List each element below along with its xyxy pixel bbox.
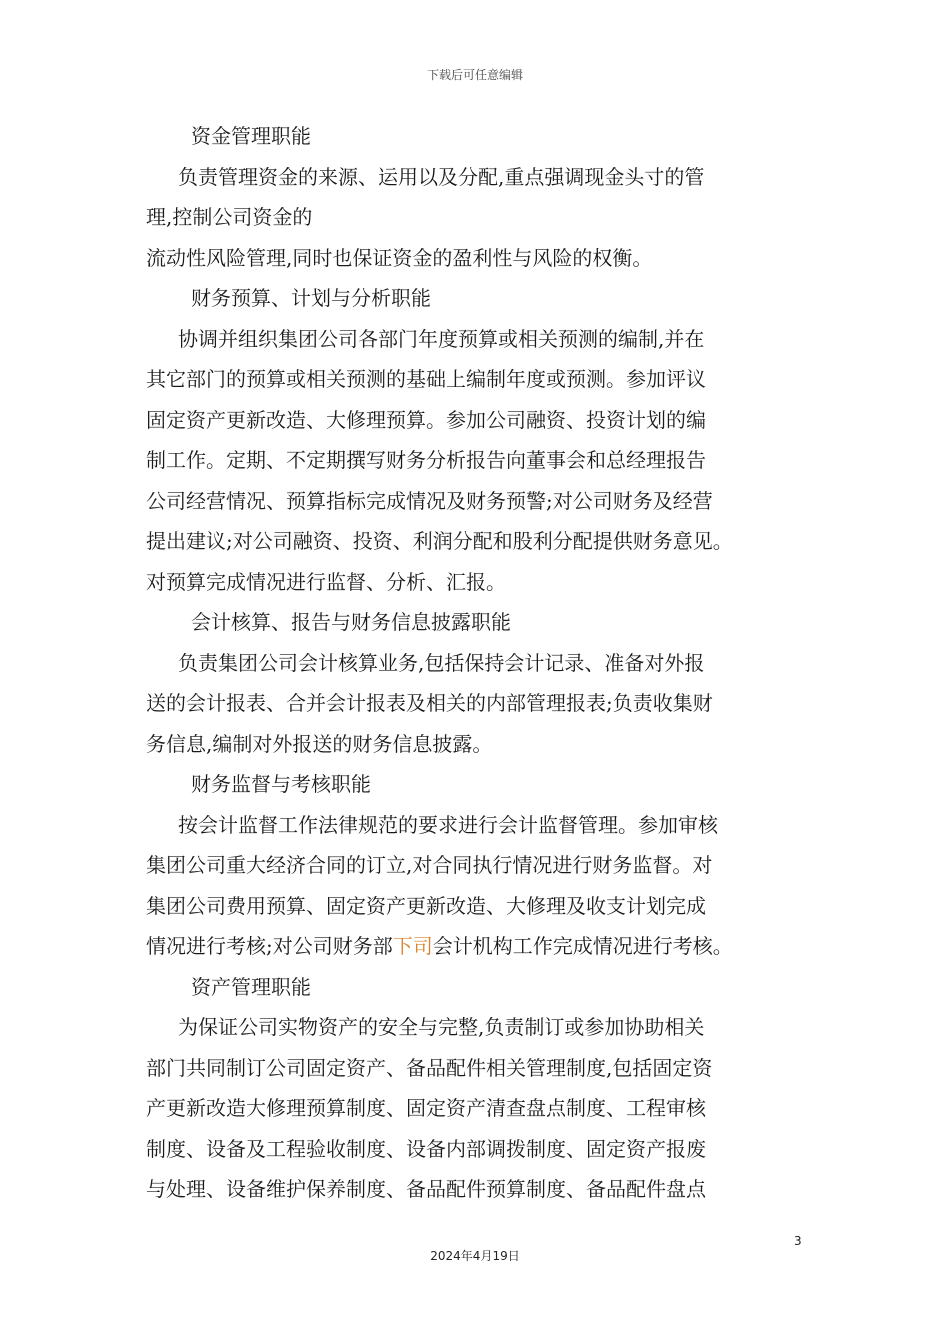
paragraph-line: 负责集团公司会计核算业务,包括保持会计记录、准备对外报 (178, 650, 705, 675)
paragraph-line: 集团公司重大经济合同的订立,对合同执行情况进行财务监督。对 (146, 853, 713, 877)
paragraph-line: 产更新改造大修理预算制度、固定资产清查盘点制度、工程审核 (146, 1096, 706, 1120)
paragraph-line: 集团公司费用预算、固定资产更新改造、大修理及收支计划完成 (146, 893, 706, 918)
paragraph-line: 流动性风险管理,同时也保证资金的盈利性与风险的权衡。 (146, 245, 653, 270)
paragraph-line: 与处理、设备维护保养制度、备品配件预算制度、备品配件盘点 (146, 1177, 706, 1201)
paragraph-line: 送的会计报表、合并会计报表及相关的内部管理报表;负责收集财 (146, 691, 713, 715)
page-header: 下载后可任意编辑 (426, 68, 523, 82)
paragraph-line: 其它部门的预算或相关预测的基础上编制年度或预测。参加评议 (146, 367, 706, 391)
paragraph-line: 协调并组织集团公司各部门年度预算或相关预测的编制,并在 (178, 326, 705, 351)
paragraph-line: 部门共同制订公司固定资产、备品配件相关管理制度,包括固定资 (146, 1055, 713, 1080)
paragraph-line: 制度、设备及工程验收制度、设备内部调拨制度、固定资产报废 (146, 1136, 706, 1161)
line-text: 情况进行考核;对公司财务部 (146, 934, 393, 958)
section-heading: 资产管理职能 (191, 974, 311, 999)
paragraph-line: 按会计监督工作法律规范的要求进行会计监督管理。参加审核 (178, 812, 718, 837)
paragraph-line: 理,控制公司资金的 (146, 205, 313, 229)
paragraph-line: 制工作。定期、不定期撰写财务分析报告向董事会和总经理报告 (146, 448, 706, 472)
document-body (146, 116, 816, 1210)
paragraph-line: 公司经营情况、预算指标完成情况及财务预警;对公司财务及经营 (146, 488, 713, 513)
paragraph-line: 固定资产更新改造、大修理预算。参加公司融资、投资计划的编 (146, 407, 706, 432)
paragraph-line: 提出建议;对公司融资、投资、利润分配和股利分配提供财务意见。 (146, 529, 733, 553)
paragraph-line: 对预算完成情况进行监督、分析、汇报。 (146, 569, 506, 594)
highlighted-link[interactable]: 下司 (392, 934, 433, 958)
footer-date: 2024年4月19日 (430, 1249, 520, 1263)
paragraph-line: 务信息,编制对外报送的财务信息披露。 (146, 731, 493, 756)
section-heading: 资金管理职能 (191, 124, 311, 148)
page-number: 3 (794, 1234, 802, 1248)
paragraph-line: 为保证公司实物资产的安全与完整,负责制订或参加协助相关 (178, 1015, 705, 1039)
paragraph-line (146, 926, 816, 967)
section-heading: 财务监督与考核职能 (191, 772, 371, 796)
paragraph-line: 负责管理资金的来源、运用以及分配,重点强调现金头寸的管 (178, 164, 705, 189)
line-text: 会计机构工作完成情况进行考核。 (432, 934, 733, 958)
section-heading: 会计核算、报告与财务信息披露职能 (191, 610, 511, 634)
section-heading: 财务预算、计划与分析职能 (191, 286, 431, 310)
